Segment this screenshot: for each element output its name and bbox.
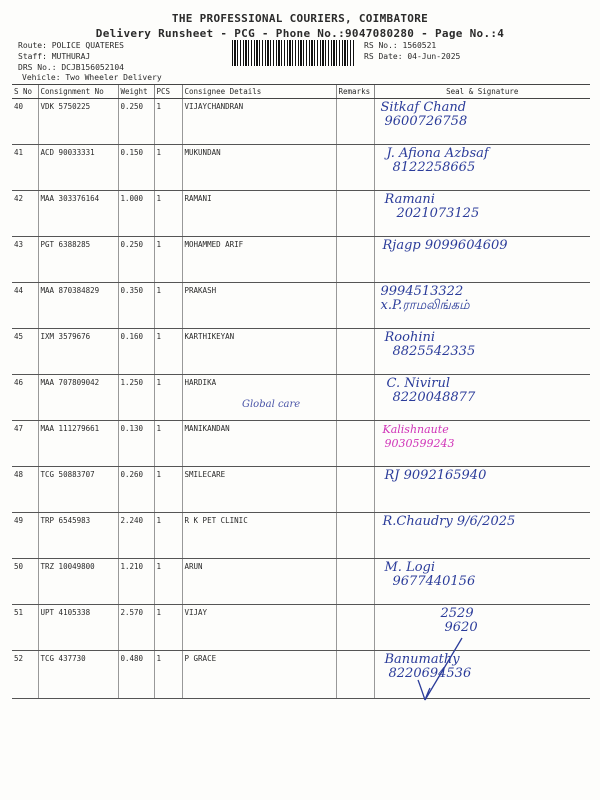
consignee-cell: PRAKASH xyxy=(182,283,336,329)
signature-line-1: Banumathy xyxy=(384,652,460,667)
serial-cell: 46 xyxy=(12,375,38,421)
signature-cell xyxy=(374,99,590,145)
rs-date: RS Date: 04-Jun-2025 xyxy=(364,52,461,61)
signature-line-2: 9030599243 xyxy=(384,437,455,450)
table-row xyxy=(12,605,590,651)
signature-line-1: R.Chaudry 9/6/2025 xyxy=(382,514,516,529)
signature-line-1: Ramani xyxy=(384,192,435,207)
consignee-cell: VIJAYCHANDRAN xyxy=(182,99,336,145)
table-row xyxy=(12,145,590,191)
signature-cell xyxy=(374,191,590,237)
signature-line-2: x.P.ராமலிங்கம் xyxy=(380,298,470,313)
handwritten-signature xyxy=(387,147,489,175)
pcs-cell: 1 xyxy=(154,329,182,375)
remarks-cell xyxy=(336,467,374,513)
serial-cell: 52 xyxy=(12,651,38,699)
consignment-cell: UPT 4105338 xyxy=(38,605,118,651)
signature-line-2: 9600726758 xyxy=(384,114,468,129)
pcs-cell: 1 xyxy=(154,237,182,283)
signature-cell xyxy=(374,375,590,421)
serial-cell: 40 xyxy=(12,99,38,145)
remarks-cell xyxy=(336,237,374,283)
serial-cell: 50 xyxy=(12,559,38,605)
company-title: THE PROFESSIONAL COURIERS, COIMBATORE xyxy=(171,12,429,25)
pcs-cell: 1 xyxy=(154,99,182,145)
checkmark-signature xyxy=(380,630,470,710)
consignee-cell: MANIKANDAN xyxy=(182,421,336,467)
col-header-consignee: Consignee Details xyxy=(182,85,336,99)
remarks-cell xyxy=(336,329,374,375)
pcs-cell: 1 xyxy=(154,375,182,421)
table-row xyxy=(12,421,590,467)
route-label: Route: POLICE QUATERES xyxy=(18,41,124,50)
pcs-cell: 1 xyxy=(154,467,182,513)
serial-cell: 43 xyxy=(12,237,38,283)
signature-cell xyxy=(374,329,590,375)
consignee-cell: KARTHIKEYAN xyxy=(182,329,336,375)
consignee-cell: MUKUNDAN xyxy=(182,145,336,191)
vehicle-label: Vehicle: Two Wheeler Delivery xyxy=(22,73,162,82)
consignment-cell: PGT 6388285 xyxy=(38,237,118,283)
signature-line-2: 8220048877 xyxy=(392,390,476,405)
col-header-signature: Seal & Signature xyxy=(374,85,590,99)
handwritten-signature xyxy=(383,239,508,253)
serial-cell: 45 xyxy=(12,329,38,375)
handwritten-signature xyxy=(381,285,470,313)
consignee-cell: VIJAY xyxy=(182,605,336,651)
handwritten-signature xyxy=(385,193,480,221)
remarks-cell xyxy=(336,283,374,329)
signature-line-1: Roohini xyxy=(384,330,436,345)
table-row xyxy=(12,513,590,559)
table-row xyxy=(12,467,590,513)
staff-label: Staff: MUTHURAJ xyxy=(18,52,91,61)
remarks-cell xyxy=(336,145,374,191)
consignee-cell: P GRACE xyxy=(182,651,336,699)
serial-cell: 51 xyxy=(12,605,38,651)
signature-line-2: 8220694536 xyxy=(388,666,472,681)
pcs-cell: 1 xyxy=(154,283,182,329)
consignment-cell: MAA 707809042 xyxy=(38,375,118,421)
signature-cell xyxy=(374,559,590,605)
consignee-cell: MOHAMMED ARIF xyxy=(182,237,336,283)
handwritten-signature xyxy=(381,101,468,129)
serial-cell: 44 xyxy=(12,283,38,329)
serial-cell: 48 xyxy=(12,467,38,513)
signature-cell xyxy=(374,467,590,513)
handwritten-signature xyxy=(383,515,516,529)
signature-line-1: 2529 xyxy=(440,606,474,621)
consignment-cell: VDK 5750225 xyxy=(38,99,118,145)
pcs-cell: 1 xyxy=(154,513,182,559)
pcs-cell: 1 xyxy=(154,145,182,191)
signature-line-1: J. Afiona Azbsaf xyxy=(386,146,489,161)
signature-line-1: Rjagp 9099604609 xyxy=(382,238,508,253)
table-row xyxy=(12,283,590,329)
consignment-cell: MAA 303376164 xyxy=(38,191,118,237)
table-row xyxy=(12,99,590,145)
signature-line-2: 2021073125 xyxy=(396,206,480,221)
weight-cell: 1.000 xyxy=(118,191,154,237)
remarks-cell xyxy=(336,375,374,421)
rs-number: RS No.: 1560521 xyxy=(364,41,437,50)
signature-line-1: RJ 9092165940 xyxy=(384,468,487,483)
serial-cell: 41 xyxy=(12,145,38,191)
serial-cell: 47 xyxy=(12,421,38,467)
remark-handwritten: Global care xyxy=(242,399,301,410)
col-header-sno: S No xyxy=(12,85,38,99)
table-row xyxy=(12,375,590,421)
col-header-pcs: PCS xyxy=(154,85,182,99)
pcs-cell: 1 xyxy=(154,605,182,651)
handwritten-signature xyxy=(385,561,476,589)
consignment-cell: MAA 870384829 xyxy=(38,283,118,329)
consignment-cell: ACD 90033331 xyxy=(38,145,118,191)
table-row xyxy=(12,191,590,237)
handwritten-signature xyxy=(387,377,476,405)
pcs-cell: 1 xyxy=(154,191,182,237)
consignment-cell: IXM 3579676 xyxy=(38,329,118,375)
weight-cell: 1.210 xyxy=(118,559,154,605)
table-row xyxy=(12,559,590,605)
pcs-cell: 1 xyxy=(154,559,182,605)
col-header-consignment: Consignment No xyxy=(38,85,118,99)
remarks-cell xyxy=(336,191,374,237)
weight-cell: 2.240 xyxy=(118,513,154,559)
weight-cell: 0.250 xyxy=(118,237,154,283)
weight-cell: 1.250 xyxy=(118,375,154,421)
signature-line-1: Kalishnaute xyxy=(382,423,449,436)
signature-line-1: M. Logi xyxy=(384,560,436,575)
signature-cell xyxy=(374,513,590,559)
consignment-cell: TCG 50883707 xyxy=(38,467,118,513)
signature-line-2: 9620 xyxy=(444,620,478,635)
table-row xyxy=(12,329,590,375)
weight-cell: 0.480 xyxy=(118,651,154,699)
weight-cell: 0.160 xyxy=(118,329,154,375)
weight-cell: 0.150 xyxy=(118,145,154,191)
runsheet-table xyxy=(12,84,590,699)
weight-cell: 2.570 xyxy=(118,605,154,651)
consignee-cell: ARUN xyxy=(182,559,336,605)
remarks-cell xyxy=(336,559,374,605)
drs-label: DRS No.: DCJB156052104 xyxy=(18,63,124,72)
handwritten-signature xyxy=(383,423,455,451)
signature-cell xyxy=(374,421,590,467)
signature-cell xyxy=(374,237,590,283)
weight-cell: 0.250 xyxy=(118,99,154,145)
signature-line-2: 8825542335 xyxy=(392,344,476,359)
handwritten-signature xyxy=(385,469,487,483)
consignment-cell: MAA 111279661 xyxy=(38,421,118,467)
signature-line-1: C. Nivirul xyxy=(386,376,451,391)
col-header-remarks: Remarks xyxy=(336,85,374,99)
remarks-cell xyxy=(336,99,374,145)
remarks-cell xyxy=(336,651,374,699)
signature-line-1: 9994513322 xyxy=(380,284,464,299)
serial-cell: 42 xyxy=(12,191,38,237)
table-row xyxy=(12,237,590,283)
signature-cell xyxy=(374,283,590,329)
handwritten-signature xyxy=(385,331,476,359)
table-header-row xyxy=(12,85,590,99)
signature-line-2: 9677440156 xyxy=(392,574,476,589)
col-header-weight: Weight xyxy=(118,85,154,99)
consignee-cell: RAMANI xyxy=(182,191,336,237)
barcode-image xyxy=(232,40,354,66)
consignee-cell: R K PET CLINIC xyxy=(182,513,336,559)
consignment-cell: TCG 437730 xyxy=(38,651,118,699)
remarks-cell xyxy=(336,605,374,651)
weight-cell: 0.260 xyxy=(118,467,154,513)
serial-cell: 49 xyxy=(12,513,38,559)
remarks-cell xyxy=(336,513,374,559)
weight-cell: 0.350 xyxy=(118,283,154,329)
signature-cell xyxy=(374,145,590,191)
pcs-cell: 1 xyxy=(154,651,182,699)
consignment-cell: TRZ 10049800 xyxy=(38,559,118,605)
consignment-cell: TRP 6545983 xyxy=(38,513,118,559)
signature-line-2: 8122258665 xyxy=(392,160,476,175)
consignee-cell: HARDIKA xyxy=(182,375,336,421)
weight-cell: 0.130 xyxy=(118,421,154,467)
table-row xyxy=(12,651,590,699)
pcs-cell: 1 xyxy=(154,421,182,467)
consignee-cell: SMILECARE xyxy=(182,467,336,513)
runsheet-subtitle: Delivery Runsheet - PCG - Phone No.:9047080280 - Page No.:4 xyxy=(95,27,505,40)
signature-line-1: Sitkaf Chand xyxy=(380,100,467,115)
remarks-cell xyxy=(336,421,374,467)
